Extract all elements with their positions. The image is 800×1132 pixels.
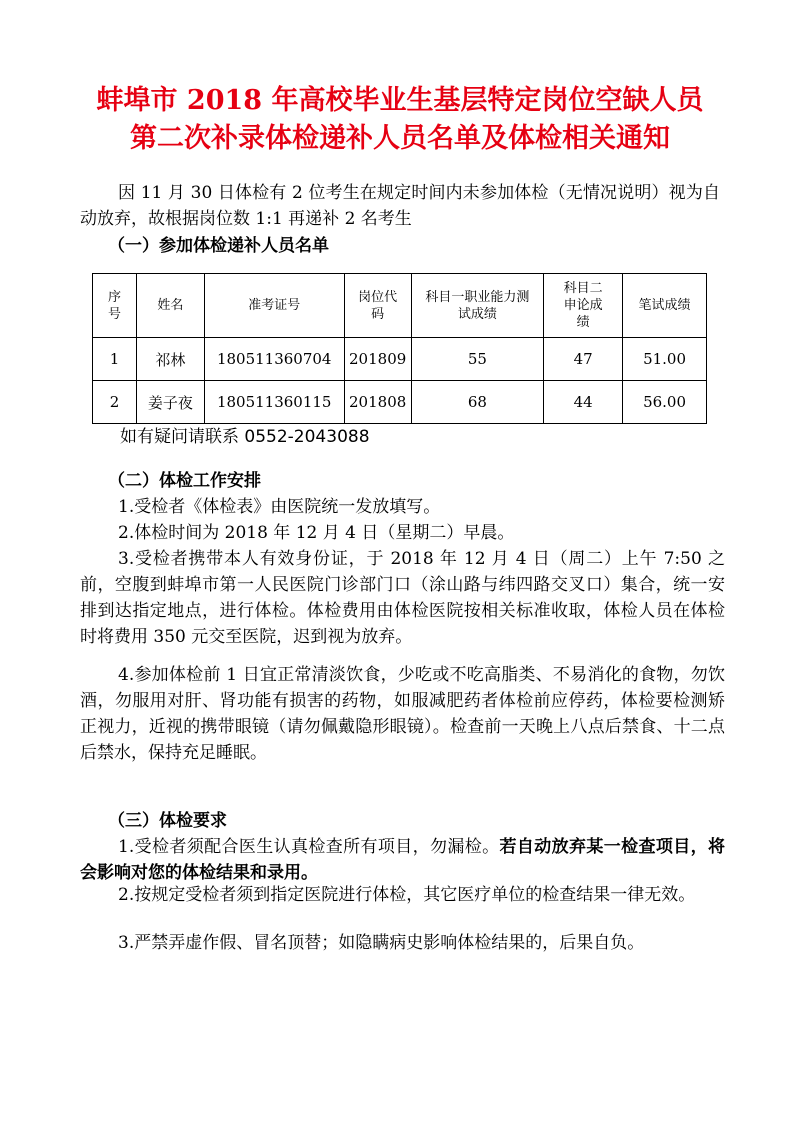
- requirement-item-2: 2.按规定受检者须到指定医院进行体检，其它医疗单位的检查结果一律无效。: [118, 885, 696, 905]
- requirement-item-3: 3.严禁弄虚作假、冒名顶替；如隐瞒病史影响体检结果的，后果自负。: [118, 933, 645, 953]
- header-written-score: 笔试成绩: [623, 274, 707, 338]
- table-header-row: [93, 274, 707, 338]
- cell-name: 祁林: [136, 338, 204, 381]
- candidate-table: [92, 273, 707, 424]
- requirement-item-1: [80, 834, 725, 886]
- arrangement-item-1: 1.受检者《体检表》由医院统一发放填写。: [118, 497, 441, 517]
- requirement-item-1-text: 1.受检者须配合医生认真检查所有项目，勿漏检。: [118, 837, 500, 857]
- arrangement-item-4: 4.参加体检前 1 日宜正常清淡饮食，少吃或不吃高脂类、不易消化的食物，勿饮酒，勿服用对肝、肾功能有损害的药物，如服减肥药者体检前应停药，体检要检测矫正视力，近视的携带眼镜（请勿佩戴隐形眼镜）。检查前一天晚上八点后禁食、十二点后禁水，保持充足睡眠。: [80, 665, 725, 763]
- cell-position-code: 201808: [344, 381, 411, 424]
- header-subject2-score: 科目二申论成绩: [544, 274, 623, 338]
- cell-subject2-score: 44: [544, 381, 623, 424]
- arrangement-item-2: 2.体检时间为 2018 年 12 月 4 日（星期二）早晨。: [118, 523, 515, 543]
- requirement-item-1-warning: 若自动放弃某一检查项目，将会影响对您的体检结果和录用。: [80, 837, 726, 883]
- cell-subject2-score: 47: [544, 338, 623, 381]
- table-row: [93, 338, 707, 381]
- cell-written-score: 56.00: [623, 381, 707, 424]
- section2-heading: （二）体检工作安排: [108, 471, 261, 491]
- section1-heading: （一）参加体检递补人员名单: [108, 236, 329, 256]
- table-row: [93, 381, 707, 424]
- header-exam-id: 准考证号: [204, 274, 344, 338]
- header-name: 姓名: [136, 274, 204, 338]
- header-index: 序号: [93, 274, 137, 338]
- cell-exam-id: 180511360115: [204, 381, 344, 424]
- cell-index: 1: [93, 338, 137, 381]
- cell-written-score: 51.00: [623, 338, 707, 381]
- intro-paragraph: 因 11 月 30 日体检有 2 位考生在规定时间内未参加体检（无情况说明）视为自动放弃，故根据岗位数 1:1 再递补 2 名考生: [80, 183, 720, 229]
- cell-position-code: 201809: [344, 338, 411, 381]
- arrangement-item-3: 3.受检者携带本人有效身份证，于 2018 年 12 月 4 日（周二）上午 7:50 之前，空腹到蚌埠市第一人民医院门诊部门口（涂山路与纬四路交叉口）集合，统一安排到达指定地点，进行体检。体检费用由体检医院按相关标准收取，体检人员在体检时将费用 350 元交至医院，迟到视为放弃。: [80, 549, 725, 647]
- contact-info: 如有疑问请联系 0552-2043088: [120, 427, 370, 447]
- cell-subject1-score: 55: [411, 338, 544, 381]
- header-subject1-score: 科目一职业能力测试成绩: [411, 274, 544, 338]
- section3-heading: （三）体检要求: [108, 811, 227, 831]
- cell-name: 姜子夜: [136, 381, 204, 424]
- cell-subject1-score: 68: [411, 381, 544, 424]
- cell-exam-id: 180511360704: [204, 338, 344, 381]
- document-title-line1: 蚌埠市 2018 年高校毕业生基层特定岗位空缺人员: [96, 85, 704, 116]
- header-position-code: 岗位代码: [344, 274, 411, 338]
- document-title-line2: 第二次补录体检递补人员名单及体检相关通知: [130, 123, 670, 154]
- cell-index: 2: [93, 381, 137, 424]
